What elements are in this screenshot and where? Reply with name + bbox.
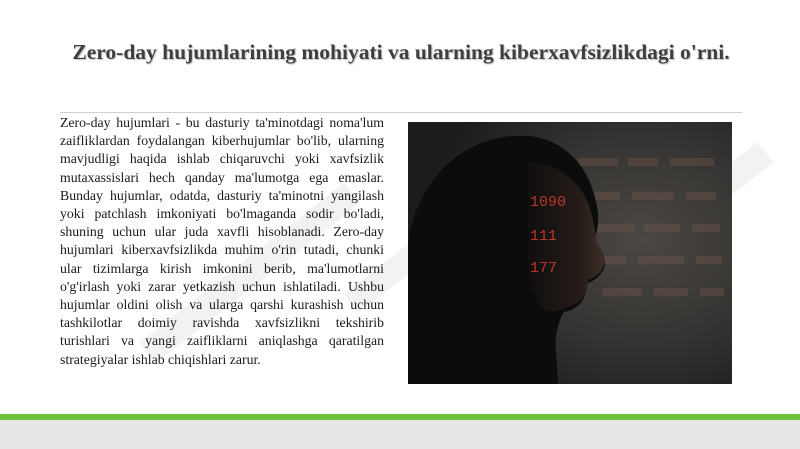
body-paragraph: Zero-day hujumlari - bu dasturiy ta'minotdagi noma'lum zaifliklardan foydalangan kiberhujumlar bo'lib, ularning mavjudligi haqida ishlab chiqaruvchi yoki xavfsizlik mutaxassislari hech qanday ma'lumotga ega emaslar. Bunday hujumlar, odatda, dasturiy ta'minotni yangilash yoki patchlash imkoniyati bo'lmaganda sodir bo'ladi, shuning uchun ular juda xavfli hisoblanadi. Zero-day hujumlari kiberxavfsizlikda muhim o'rin tutadi, chunki ular tizimlarga kirish imkonini berib, ma'lumotlarni o'g'irlash yoki zarar yetkazish uchun ishlatiladi. Ushbu hujumlar oldini olish va ularga qarshi kurashish uchun tashkilotlar doimiy ravishda xavfsizlikni tekshirib turishlari va yangi zaifliklarni aniqlashga qaratilgan strategiyalar ishlab chiqishlari zarur. [60, 115, 384, 367]
overlay-digits-3: 177 [530, 260, 558, 277]
footer-gray-bar [0, 420, 800, 449]
title-divider [60, 112, 742, 113]
slide-title: Zero-day hujumlarining mohiyati va ularning kiberxavfsizlikdagi o'rni. [72, 40, 730, 64]
overlay-digits-2: 111 [530, 228, 558, 245]
footer-band [0, 414, 800, 449]
hooded-figure-photo [408, 122, 732, 384]
overlay-digits-1: 1090 [530, 194, 567, 211]
